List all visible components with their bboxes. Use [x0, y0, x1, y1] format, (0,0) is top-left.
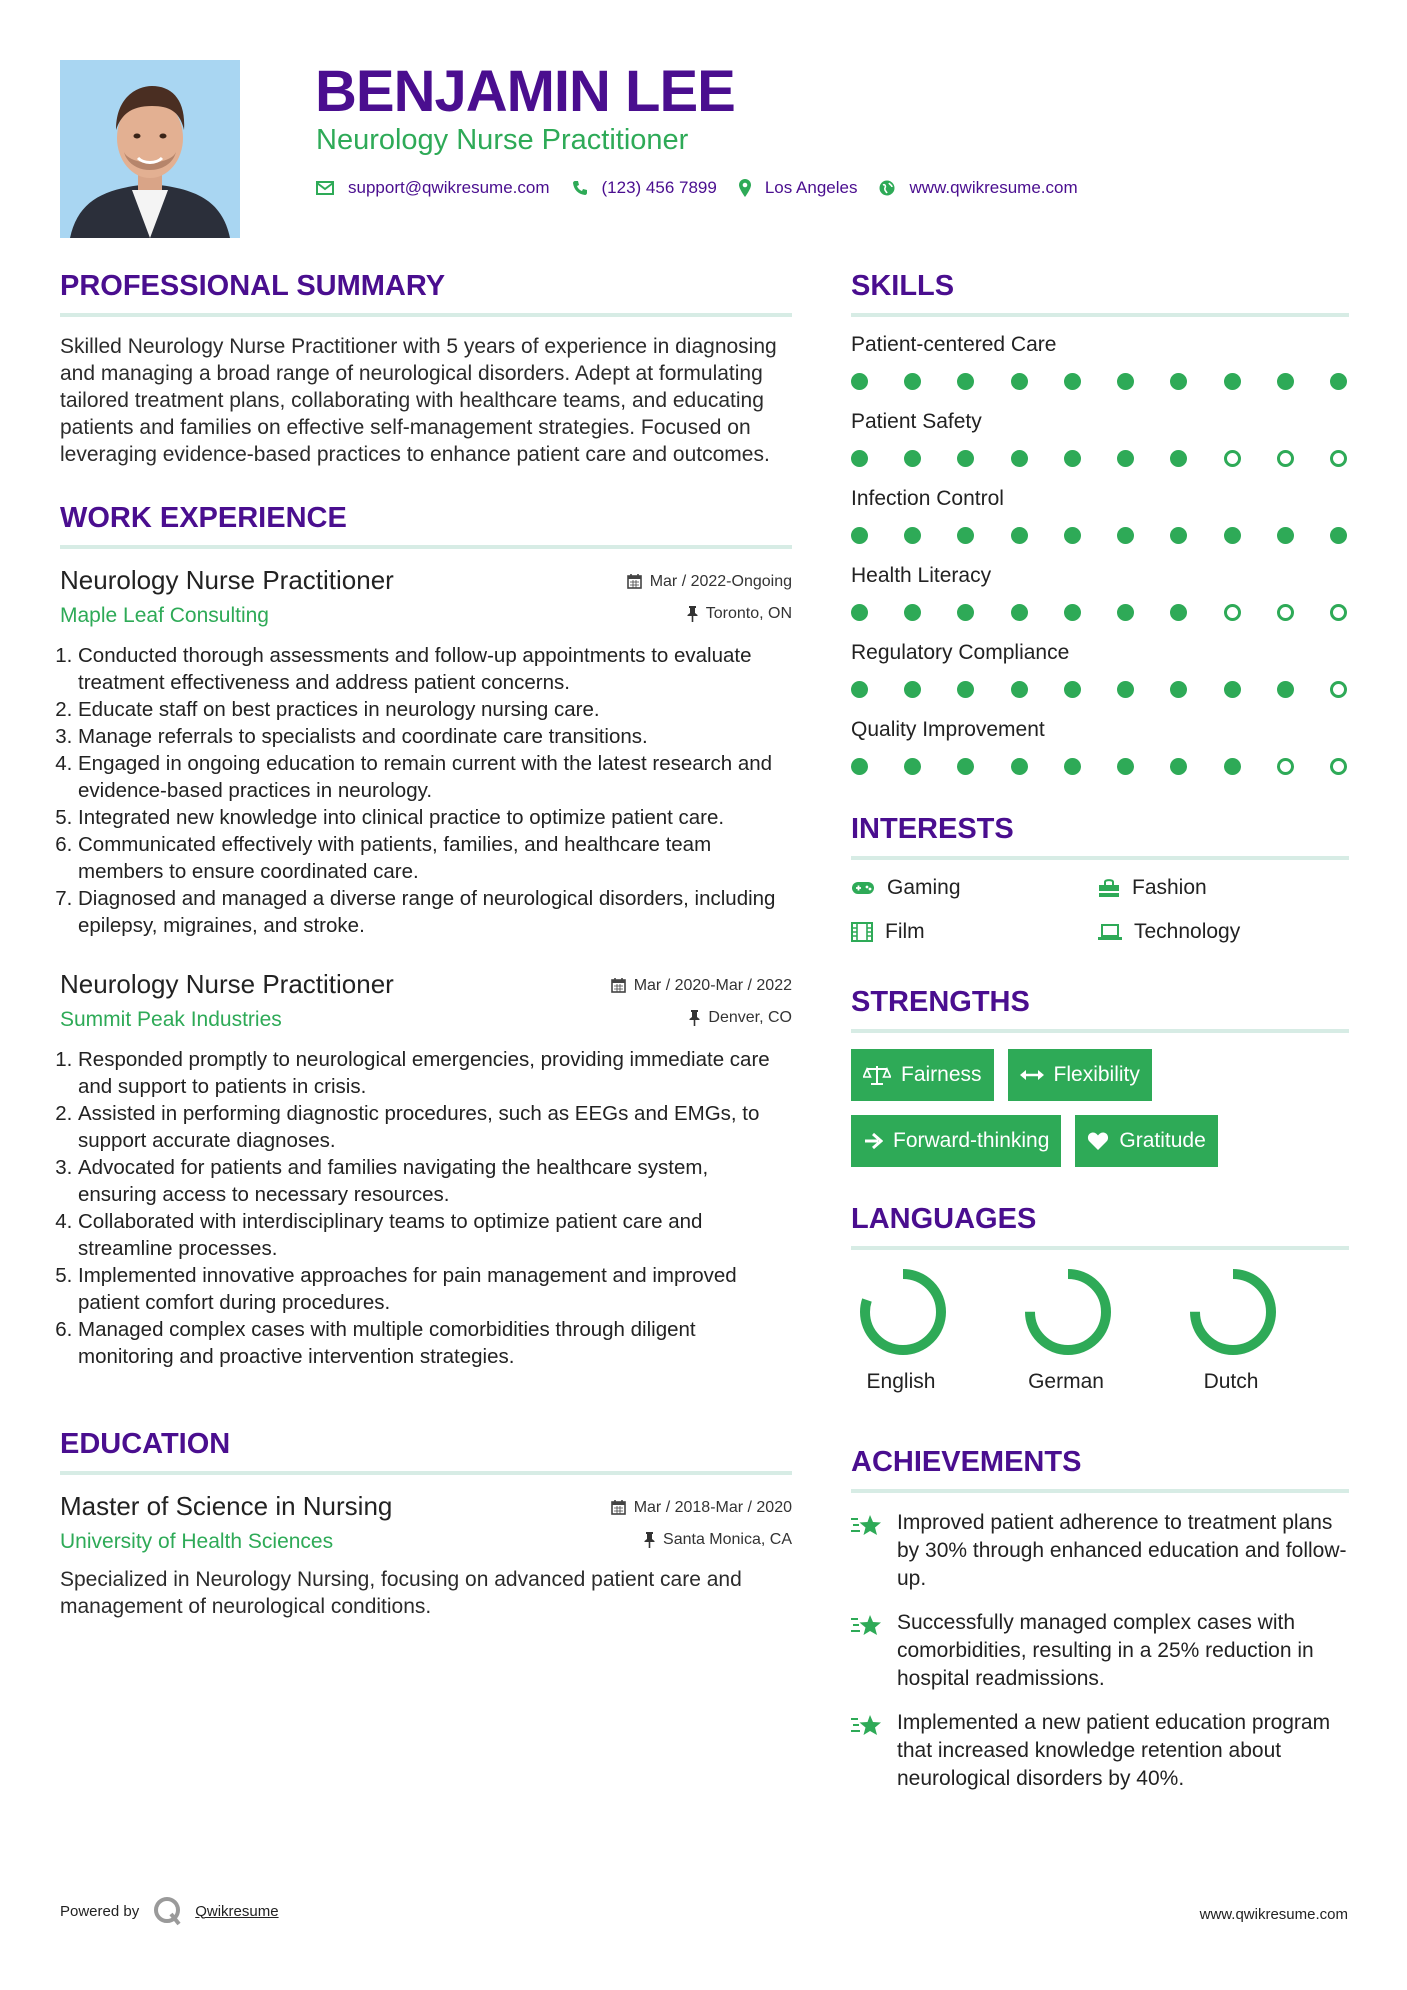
- education-date: [611, 1499, 792, 1517]
- job-date: [611, 977, 792, 995]
- skill-dot-filled: [1064, 450, 1081, 467]
- skill-dot-filled: [1277, 527, 1294, 544]
- shooting-star-icon: [851, 1613, 883, 1639]
- skill-rating: [851, 450, 1349, 467]
- skill-dot-empty: [1330, 758, 1347, 775]
- skill-dot-filled: [1170, 373, 1187, 390]
- skill-dot-filled: [957, 681, 974, 698]
- skill-dot-empty: [1277, 450, 1294, 467]
- skill-dot-filled: [1277, 373, 1294, 390]
- education-date-text: Mar / 2018-Mar / 2020: [633, 1498, 792, 1516]
- heart-icon: [1087, 1131, 1109, 1151]
- education-school: University of Health Sciences: [60, 1530, 334, 1553]
- balance-scale-icon: [863, 1064, 891, 1086]
- skill-dot-filled: [851, 373, 868, 390]
- job-bullet: 7. Diagnosed and managed a diverse range of neurological disorders, including epilepsy, migraines, and stroke.: [78, 885, 792, 939]
- language-progress-arc: [1195, 1274, 1271, 1350]
- language-name: English: [866, 1370, 936, 1393]
- skill-dot-empty: [1277, 604, 1294, 621]
- calendar-icon: [627, 574, 642, 589]
- skill-rating: [851, 604, 1349, 621]
- language-progress-ring: [1187, 1266, 1279, 1358]
- skill-dot-filled: [1224, 758, 1241, 775]
- phone-icon: [572, 180, 588, 196]
- footer-powered-by: [60, 1896, 279, 1926]
- gamepad-icon: [851, 880, 875, 896]
- left-column: [60, 270, 792, 1620]
- skill-name: Health Literacy: [851, 564, 992, 587]
- skill-dot-filled: [957, 758, 974, 775]
- map-marker-icon: [739, 179, 751, 197]
- candidate-title: Neurology Nurse Practitioner: [316, 124, 689, 156]
- language-name: Dutch: [1203, 1370, 1259, 1393]
- contact-phone[interactable]: [572, 178, 717, 198]
- powered-by-label: Powered by: [60, 1902, 140, 1920]
- film-icon: [851, 922, 873, 942]
- skill-dot-filled: [851, 527, 868, 544]
- qwikresume-logo-icon: [153, 1896, 183, 1926]
- globe-icon: [879, 180, 895, 196]
- job-location-text: Toronto, ON: [705, 605, 792, 622]
- skills-list: [851, 333, 1349, 775]
- skill-dot-empty: [1330, 450, 1347, 467]
- languages-heading: LANGUAGES: [851, 1203, 1349, 1250]
- skill-dot-filled: [851, 681, 868, 698]
- skill-dot-filled: [1011, 758, 1028, 775]
- skill-rating: [851, 758, 1349, 775]
- skill-dot-filled: [1170, 758, 1187, 775]
- interest-label: Fashion: [1132, 876, 1207, 899]
- contact-bar: [316, 178, 1100, 198]
- contact-website[interactable]: [879, 178, 1077, 198]
- skill-dot-filled: [1117, 604, 1134, 621]
- skill-dot-filled: [904, 450, 921, 467]
- skill-name: Patient-centered Care: [851, 333, 1057, 356]
- achievements-heading: ACHIEVEMENTS: [851, 1446, 1349, 1493]
- strength-badge: [1075, 1115, 1217, 1167]
- job-entry: [60, 565, 792, 939]
- skill-dot-filled: [1011, 681, 1028, 698]
- language-item: [1016, 1266, 1181, 1394]
- skill-dot-filled: [904, 373, 921, 390]
- job-company: Maple Leaf Consulting: [60, 604, 269, 627]
- education-location: [644, 1531, 792, 1549]
- skill-dot-filled: [957, 450, 974, 467]
- skill-dot-filled: [904, 604, 921, 621]
- skill-dot-filled: [1170, 681, 1187, 698]
- skill-name: Regulatory Compliance: [851, 641, 1070, 664]
- skill-name: Patient Safety: [851, 410, 982, 433]
- strengths-heading: STRENGTHS: [851, 986, 1349, 1033]
- footer-website[interactable]: www.qwikresume.com: [1199, 1906, 1348, 1923]
- skill-name: Quality Improvement: [851, 718, 1045, 741]
- interest-label: Technology: [1134, 920, 1241, 943]
- pushpin-icon: [644, 1532, 655, 1548]
- skill-dot-empty: [1330, 604, 1347, 621]
- shooting-star-icon: [851, 1713, 883, 1739]
- achievement-text: Improved patient adherence to treatment plans by 30% through enhanced education and follow-up.: [897, 1511, 1347, 1590]
- interest-item: [851, 920, 1098, 944]
- achievement-item: [851, 1709, 1349, 1793]
- job-company: Summit Peak Industries: [60, 1008, 282, 1031]
- skill-dot-filled: [851, 758, 868, 775]
- language-item: [1181, 1266, 1346, 1394]
- calendar-icon: [611, 978, 626, 993]
- education-heading: EDUCATION: [60, 1428, 792, 1475]
- strength-label: Fairness: [901, 1063, 982, 1086]
- skill-dot-empty: [1277, 758, 1294, 775]
- job-bullet: 1. Conducted thorough assessments and follow-up appointments to evaluate treatment effectiveness and address patient concerns.: [78, 642, 792, 696]
- job-bullet: 2. Assisted in performing diagnostic procedures, such as EEGs and EMGs, to support accurate diagnoses.: [78, 1100, 792, 1154]
- skill-dot-filled: [957, 527, 974, 544]
- skill-dot-filled: [904, 681, 921, 698]
- skill-dot-filled: [1011, 450, 1028, 467]
- job-bullet: 5. Integrated new knowledge into clinical practice to optimize patient care.: [78, 804, 792, 831]
- education-description: Specialized in Neurology Nursing, focusing on advanced patient care and management of neurological conditions.: [60, 1568, 742, 1618]
- skill-dot-filled: [1330, 373, 1347, 390]
- language-item: [851, 1266, 1016, 1394]
- skill-dot-filled: [1170, 527, 1187, 544]
- skill-dot-filled: [1277, 681, 1294, 698]
- skill-dot-filled: [1170, 450, 1187, 467]
- interest-item: [1098, 920, 1348, 944]
- arrow-right-icon: [863, 1132, 883, 1150]
- achievement-text: Successfully managed complex cases with comorbidities, resulting in a 25% reduction in hospital readmissions.: [897, 1611, 1314, 1690]
- job-location: [687, 605, 792, 623]
- interest-item: [1098, 876, 1348, 900]
- skill-dot-filled: [1064, 527, 1081, 544]
- skill-dot-filled: [1064, 758, 1081, 775]
- job-bullet: 4. Engaged in ongoing education to remain current with the latest research and evidence-based practices in neurology.: [78, 750, 792, 804]
- job-bullet: 3. Manage referrals to specialists and coordinate care transitions.: [78, 723, 792, 750]
- achievement-item: [851, 1609, 1349, 1693]
- strength-label: Forward-thinking: [893, 1129, 1050, 1152]
- pushpin-icon: [687, 606, 698, 622]
- shooting-star-icon: [851, 1513, 883, 1539]
- job-date-text: Mar / 2020-Mar / 2022: [633, 976, 792, 994]
- candidate-name: BENJAMIN LEE: [315, 59, 735, 124]
- skill-dot-filled: [1064, 681, 1081, 698]
- strength-label: Gratitude: [1119, 1129, 1206, 1152]
- job-bullet: 1. Responded promptly to neurological emergencies, providing immediate care and support to patients in crisis.: [78, 1046, 792, 1100]
- job-bullet: 3. Advocated for patients and families navigating the healthcare system, ensuring access to necessary resources.: [78, 1154, 792, 1208]
- interest-item: [851, 876, 1098, 900]
- contact-email[interactable]: [316, 178, 550, 198]
- job-date: [627, 573, 792, 591]
- skill-dot-empty: [1330, 681, 1347, 698]
- qwikresume-link[interactable]: Qwikresume: [195, 1902, 279, 1920]
- language-name: German: [1028, 1370, 1104, 1393]
- skill-dot-filled: [1011, 527, 1028, 544]
- education-degree: Master of Science in Nursing: [60, 1491, 393, 1521]
- job-title: Neurology Nurse Practitioner: [60, 969, 394, 999]
- skill-dot-filled: [1117, 527, 1134, 544]
- envelope-icon: [316, 181, 334, 195]
- contact-phone-text: (123) 456 7899: [601, 178, 717, 197]
- summary-heading: PROFESSIONAL SUMMARY: [60, 270, 792, 317]
- job-bullets: [60, 642, 792, 939]
- interest-label: Gaming: [887, 876, 961, 899]
- job-bullet: 4. Collaborated with interdisciplinary teams to optimize patient care and streamline processes.: [78, 1208, 792, 1262]
- profile-photo: [60, 60, 240, 238]
- strength-badge: [851, 1049, 994, 1101]
- skill-dot-filled: [1224, 373, 1241, 390]
- strength-badge: [851, 1115, 1061, 1167]
- skill-dot-filled: [957, 373, 974, 390]
- skill-dot-filled: [1117, 681, 1134, 698]
- skill-rating: [851, 681, 1349, 698]
- language-progress-arc: [865, 1274, 941, 1350]
- skill-dot-filled: [1330, 527, 1347, 544]
- job-location: [689, 1009, 792, 1027]
- contact-location: [739, 178, 858, 198]
- arrows-horizontal-icon: [1020, 1068, 1044, 1082]
- job-bullet: 5. Implemented innovative approaches for pain management and improved patient comfort during procedures.: [78, 1262, 792, 1316]
- skill-dot-filled: [1064, 604, 1081, 621]
- achievement-text: Implemented a new patient education program that increased knowledge retention about neurological disorders by 40%.: [897, 1711, 1331, 1790]
- skill-dot-filled: [957, 604, 974, 621]
- skill-dot-empty: [1224, 604, 1241, 621]
- job-bullet: 6. Managed complex cases with multiple comorbidities through diligent monitoring and proactive intervention strategies.: [78, 1316, 792, 1370]
- job-title: Neurology Nurse Practitioner: [60, 565, 394, 595]
- skill-dot-filled: [1224, 681, 1241, 698]
- right-column: [851, 270, 1349, 1809]
- pushpin-icon: [689, 1010, 700, 1026]
- contact-email-text: support@qwikresume.com: [348, 178, 550, 197]
- language-progress-ring: [1022, 1266, 1114, 1358]
- language-progress-arc: [1030, 1274, 1106, 1350]
- strengths-list: [851, 1049, 1271, 1167]
- shopping-bag-icon: [1098, 878, 1120, 898]
- education-entry: [60, 1491, 792, 1620]
- job-bullet: 6. Communicated effectively with patients, families, and healthcare team members to ensure coordinated care.: [78, 831, 792, 885]
- skill-dot-filled: [904, 758, 921, 775]
- contact-website-text: www.qwikresume.com: [909, 178, 1078, 197]
- skill-rating: [851, 527, 1349, 544]
- contact-location-text: Los Angeles: [764, 178, 858, 197]
- skill-dot-filled: [851, 450, 868, 467]
- skill-dot-filled: [1224, 527, 1241, 544]
- summary-text: Skilled Neurology Nurse Practitioner with 5 years of experience in diagnosing and managing a broad range of neurological disorders. Adept at formulating tailored treatment plans, collaborating with healthcare teams, and educating patients and families on effective self-management strategies. Focused on leveraging evidence-based practices to enhance patient care and outcomes.: [60, 335, 777, 466]
- job-bullet: 2. Educate staff on best practices in neurology nursing care.: [78, 696, 792, 723]
- language-progress-ring: [857, 1266, 949, 1358]
- interests-heading: INTERESTS: [851, 813, 1349, 860]
- achievement-item: [851, 1509, 1349, 1593]
- skill-dot-filled: [1011, 373, 1028, 390]
- strength-label: Flexibility: [1053, 1063, 1140, 1086]
- skill-dot-filled: [1170, 604, 1187, 621]
- interest-label: Film: [885, 920, 925, 943]
- experience-heading: WORK EXPERIENCE: [60, 502, 792, 549]
- laptop-icon: [1098, 923, 1122, 941]
- skill-dot-filled: [1064, 373, 1081, 390]
- skill-dot-filled: [1117, 373, 1134, 390]
- strength-badge: [1008, 1049, 1152, 1101]
- job-date-text: Mar / 2022-Ongoing: [649, 572, 792, 590]
- skill-dot-filled: [1117, 758, 1134, 775]
- languages-list: [851, 1266, 1349, 1394]
- skill-dot-empty: [1224, 450, 1241, 467]
- job-location-text: Denver, CO: [708, 1009, 792, 1026]
- skill-dot-filled: [851, 604, 868, 621]
- education-location-text: Santa Monica, CA: [663, 1531, 792, 1548]
- calendar-icon: [611, 1500, 626, 1515]
- job-bullets: [60, 1046, 792, 1370]
- job-entry: [60, 969, 792, 1370]
- skill-name: Infection Control: [851, 487, 1004, 510]
- achievements-list: [851, 1509, 1349, 1793]
- skills-heading: SKILLS: [851, 270, 1349, 317]
- skill-dot-filled: [1011, 604, 1028, 621]
- interests-list: [851, 876, 1349, 944]
- skill-dot-filled: [904, 527, 921, 544]
- skill-rating: [851, 373, 1349, 390]
- skill-dot-filled: [1117, 450, 1134, 467]
